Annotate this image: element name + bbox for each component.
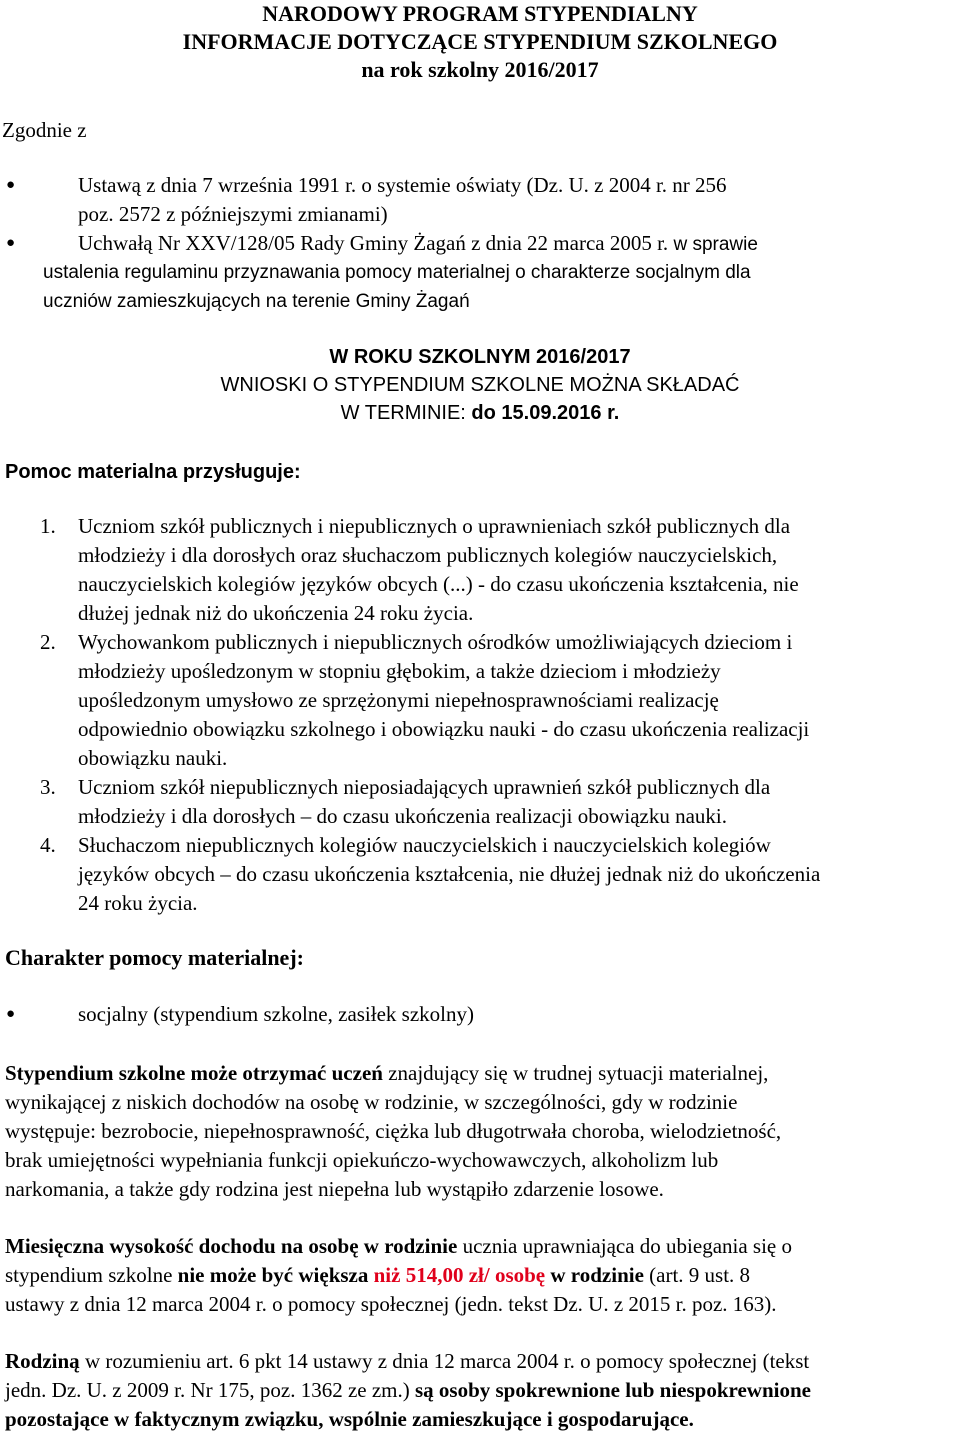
deadline-line-3: W TERMINIE: do 15.09.2016 r. xyxy=(340,402,620,424)
deadline-line-1: W ROKU SZKOLNYM 2016/2017 xyxy=(329,346,631,368)
title-line-3: na rok szkolny 2016/2017 xyxy=(361,57,599,82)
stipend-paragraph: Stypendium szkolne może otrzymać uczeń znajdujący się w trudnej sytuacji materialnej, wynikającej z niskich dochodów na osobę w rodzinie, w szczególności, gdy w rodzinie występuje: bezrobocie, niepełnosprawność, ciężka lub długotrwała choroba, wielodzietność, brak umiejętności wypełniania funkcji opiekuńczo-wychowawczych, alkoholizm lub narkomania, a także gdy rodzina jest niepełna lub wystąpiło zdarzenie losowe. xyxy=(5,1061,782,1201)
bullet-icon: ● xyxy=(6,1006,16,1022)
deadline-line-2: WNIOSKI O STYPENDIUM SZKOLNE MOŻNA SKŁADAĆ xyxy=(220,374,740,396)
deadline-block xyxy=(0,343,960,427)
title-line-1: NARODOWY PROGRAM STYPENDIALNY xyxy=(262,1,698,26)
family-paragraph: Rodziną w rozumieniu art. 6 pkt 14 ustawy z dnia 12 marca 2004 r. o pomocy społecznej (tekst jedn. Dz. U. z 2009 r. Nr 175, poz. 1362 ze zm.) są osoby spokrewnione lub niespokrewnione pozostające w faktycznym związku, wspólnie zamieszkujące i gospodarujące. xyxy=(5,1349,811,1431)
title-line-2: INFORMACJE DOTYCZĄCE STYPENDIUM SZKOLNEGO xyxy=(182,29,778,54)
legal-bullet-1: ● Ustawą z dnia 7 września 1991 r. o systemie oświaty (Dz. U. z 2004 r. nr 256 poz. 2572 z późniejszymi zmianami) xyxy=(6,173,727,226)
income-paragraph: Miesięczna wysokość dochodu na osobę w rodzinie ucznia uprawniająca do ubiegania się o stypendium szkolne nie może być większa niż 514,00 zł/ osobę w rodzinie (art. 9 ust. 8 ustawy z dnia 12 marca 2004 r. o pomocy społecznej (jedn. tekst Dz. U. z 2015 r. poz. 163). xyxy=(5,1234,792,1316)
legal-basis-label: Zgodnie z xyxy=(2,118,87,142)
income-threshold: niż 514,00 zł/ osobę xyxy=(373,1263,546,1287)
eligibility-item-2: 2. Wychowankom publicznych i niepublicznych ośrodków umożliwiających dzieciom i młodzieży upośledzonym w stopniu głębokim, a także dzieciom i młodzieży upośledzonym umysłowo ze sprzężonymi niepełnosprawnościami realizację odpowiednio obowiązku szkolnego i obowiązku nauki - do czasu ukończenia realizacji obowiązku nauki. xyxy=(40,630,810,770)
eligibility-item-3: 3. Uczniom szkół niepublicznych nieposiadających uprawnień szkół publicznych dla młodzieży i dla dorosłych – do czasu ukończenia realizacji obowiązku nauki. xyxy=(40,775,771,828)
bullet-icon: ● xyxy=(6,235,16,251)
character-bullet: ● socjalny (stypendium szkolne, zasiłek szkolny) xyxy=(0,1000,960,1029)
legal-bullet-2: ● Uchwałą Nr XXV/128/05 Rady Gminy Żagań z dnia 22 marca 2005 r. w sprawie ustalenia regulaminu przyznawania pomocy materialnej o charakterze socjalnym dla uczniów zamieszkujących na terenie Gminy Żagań xyxy=(6,231,758,312)
eligibility-item-4: 4. Słuchaczom niepublicznych kolegiów nauczycielskich i nauczycielskich kolegiów języków obcych – do czasu ukończenia kształcenia, nie dłużej jednak niż do ukończenia 24 roku życia. xyxy=(40,833,821,915)
bullet-icon: ● xyxy=(6,177,16,193)
character-heading: Charakter pomocy materialnej: xyxy=(5,945,304,970)
eligibility-heading: Pomoc materialna przysługuje: xyxy=(5,461,301,483)
eligibility-list xyxy=(0,512,960,918)
eligibility-item-1: 1. Uczniom szkół publicznych i niepublicznych o uprawnieniach szkół publicznych dla młodzieży i dla dorosłych oraz słuchaczom publicznych kolegiów nauczycielskich, nauczycielskich kolegiów języków obcych (...) - do czasu ukończenia kształcenia, nie dłużej jednak niż do ukończenia 24 roku życia. xyxy=(40,514,799,625)
